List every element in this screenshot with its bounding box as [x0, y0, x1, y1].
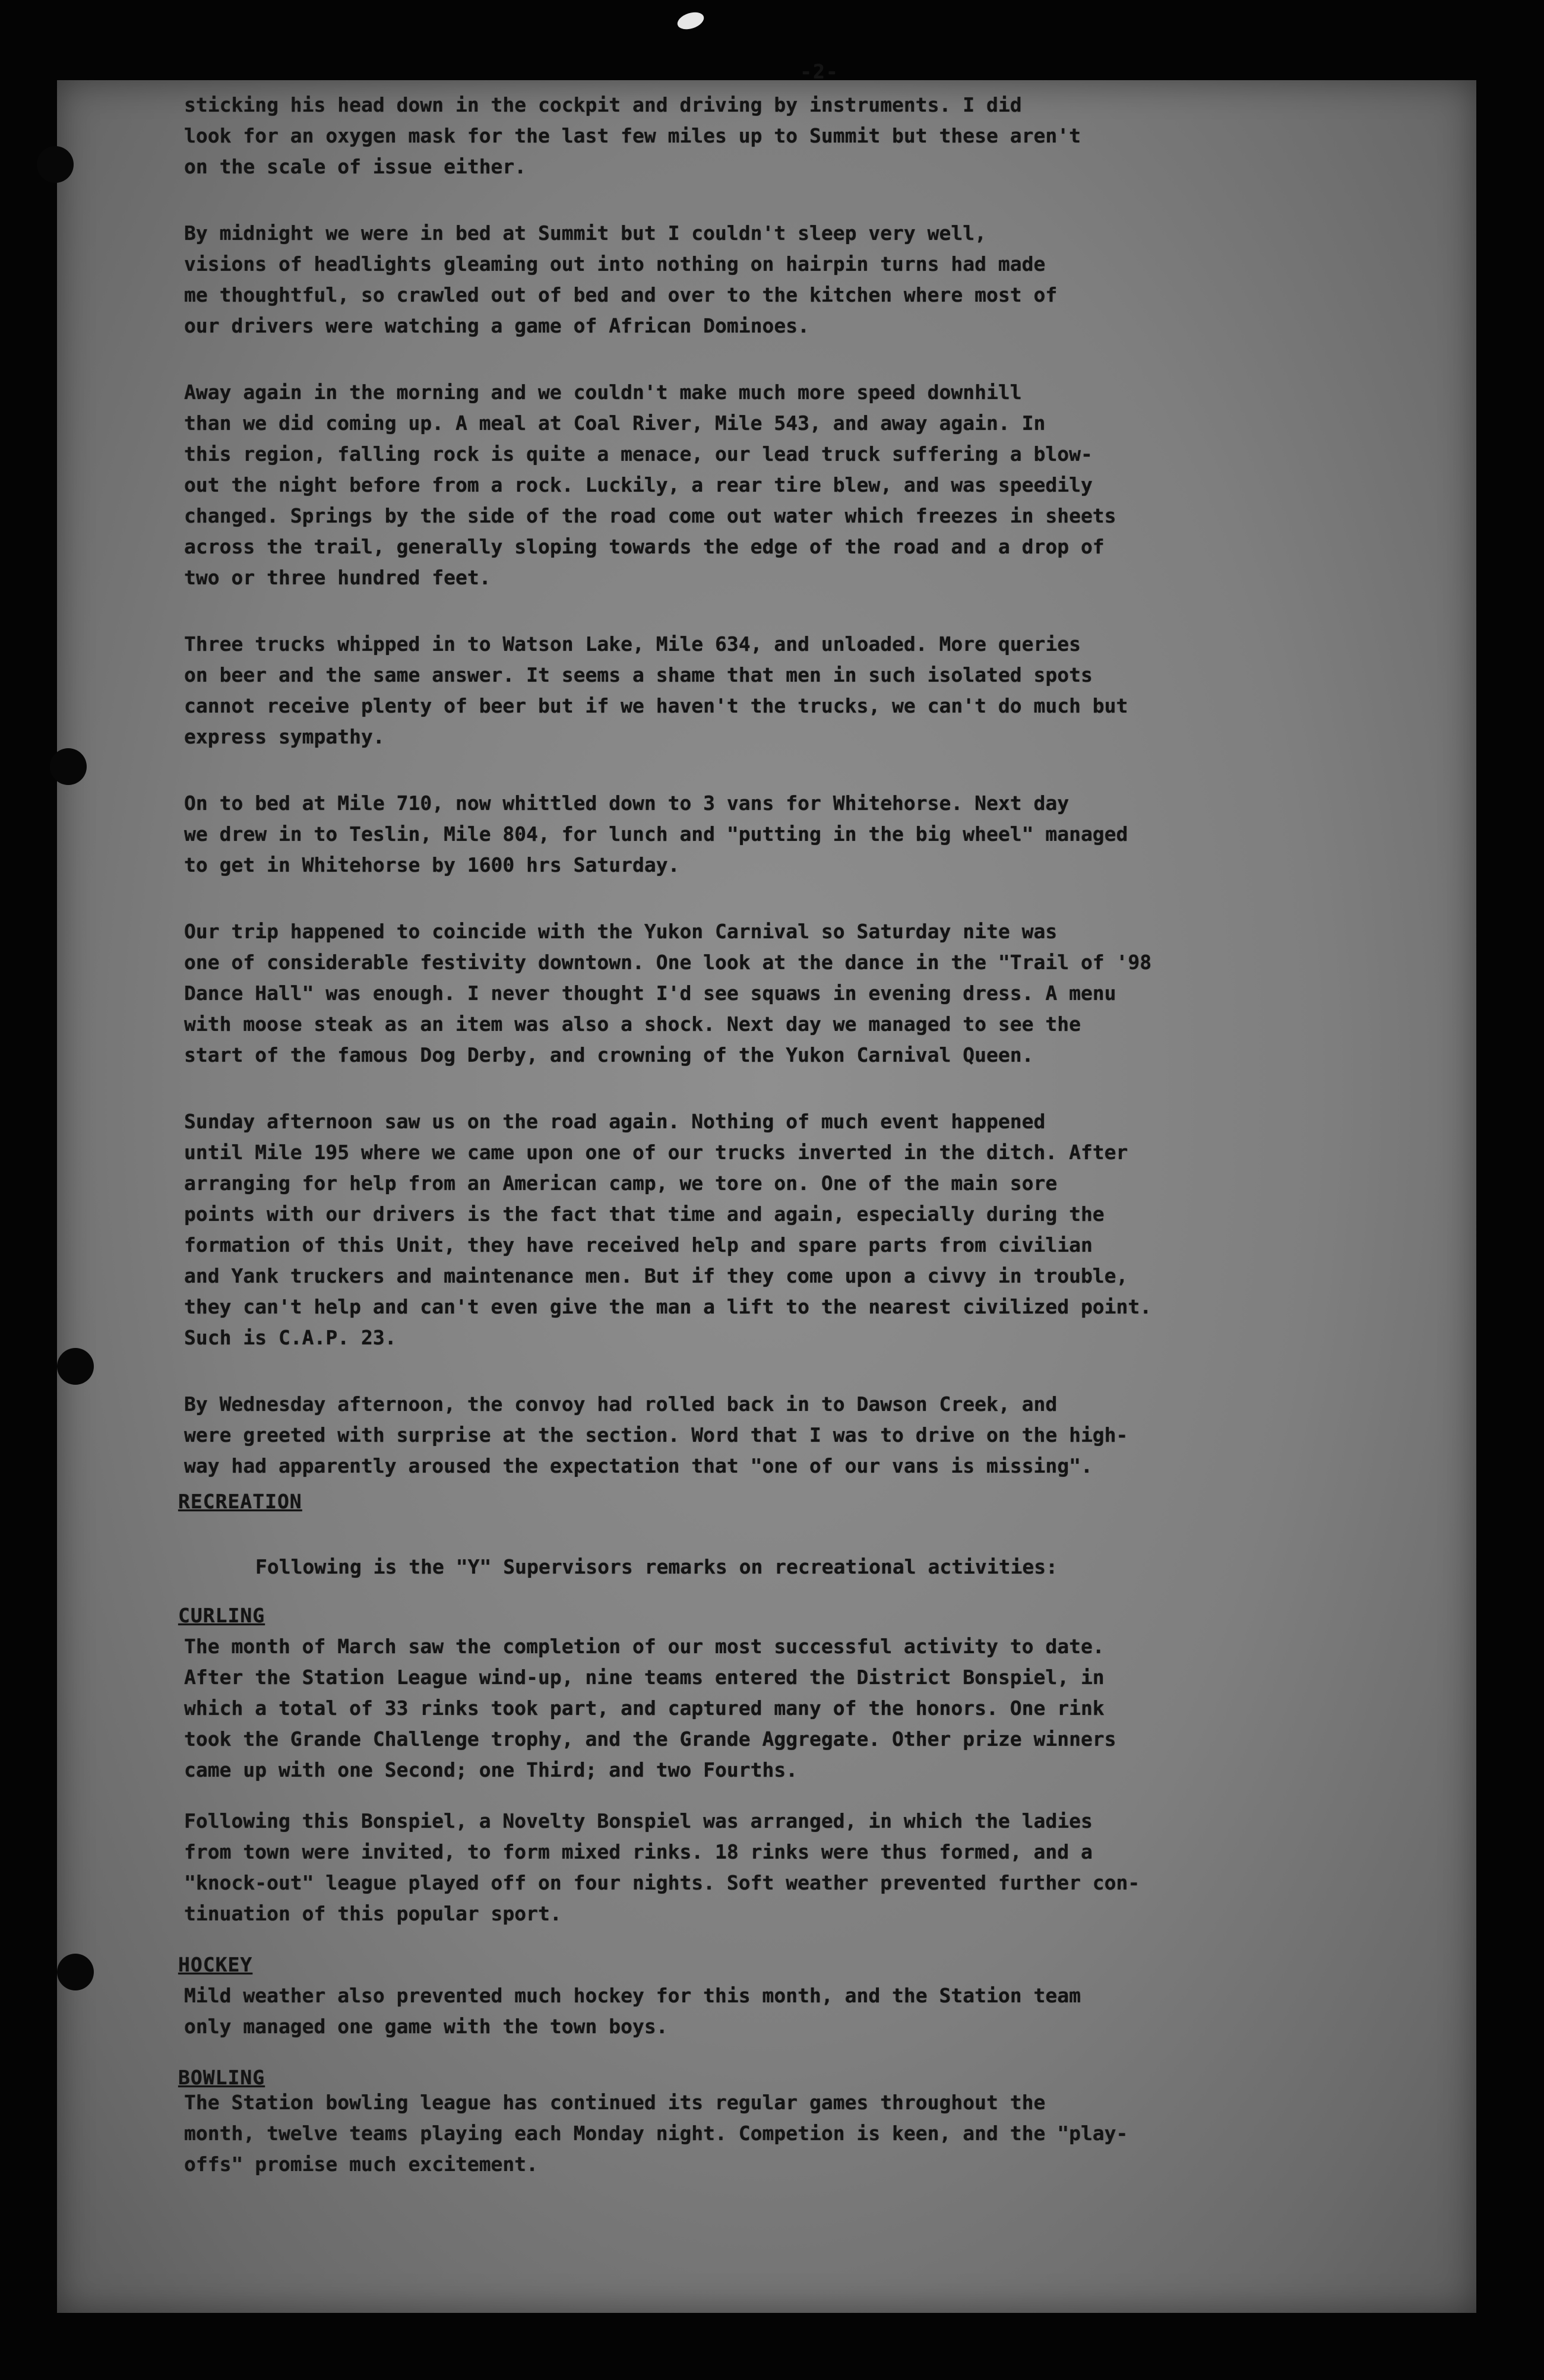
punch-hole	[37, 146, 74, 183]
recreation-section	[178, 1486, 1455, 1583]
paragraph: Following this Bonspiel, a Novelty Bonspiel was arranged, in which the ladies from town were invited, to form mixed rinks. 18 rinks were thus formed, and a "knock-out" league played off on four nights. Soft weather prevented further con- tinuation of this popular sport.	[184, 1809, 1140, 1925]
punch-hole	[57, 1348, 94, 1385]
paragraph: sticking his head down in the cockpit and driving by instruments. I did look for an oxygen mask for the last few miles up to Summit but these aren't on the scale of issue either.	[184, 93, 1081, 178]
recreation-intro: Following is the "Y" Supervisors remarks on recreational activities:	[255, 1555, 1058, 1578]
paragraph: Our trip happened to coincide with the Yukon Carnival so Saturday nite was one of considerable festivity downtown. One look at the dance in the "Trail of '98 Dance Hall" was enough. I never thought I'd see squaws in evening dress. A menu with moose steak as an item was also a shock. Next day we managed to see the start of the famous Dog Derby, and crowning of the Yukon Carnival Queen.	[184, 920, 1152, 1066]
section-heading-curling: CURLING	[178, 1604, 265, 1627]
hockey-section	[178, 1949, 1455, 2042]
paragraph: Three trucks whipped in to Watson Lake, Mile 634, and unloaded. More queries on beer and the same answer. It seems a shame that men in such isolated spots cannot receive plenty of beer but if we haven't the trucks, we can't do much but express sympathy.	[184, 632, 1128, 748]
paragraph: Sunday afternoon saw us on the road again. Nothing of much event happened until Mile 195 where we came upon one of our trucks inverted in the ditch. After arranging for help from an American camp, we tore on. One of the main sore points with our drivers is the fact that time and again, especially during the formation of this Unit, they have received help and spare parts from civilian and Yank truckers and maintenance men. But if they come upon a civvy in trouble, they can't help and can't even give the man a lift to the nearest civilized point. Such is C.A.P. 23.	[184, 1110, 1152, 1349]
paragraph: By midnight we were in bed at Summit but I couldn't sleep very well, visions of headlights gleaming out into nothing on hairpin turns had made me thoughtful, so crawled out of bed and over to the kitchen where most of our drivers were watching a game of African Dominoes.	[184, 221, 1058, 337]
section-heading-recreation: RECREATION	[178, 1490, 302, 1513]
paragraph: By Wednesday afternoon, the convoy had rolled back in to Dawson Creek, and were greeted with surprise at the section. Word that I was to drive on the high- way had apparently aroused the expectation that "one of our vans is missing".	[184, 1392, 1128, 1477]
curling-section	[178, 1600, 1455, 1929]
paragraph: The month of March saw the completion of our most successful activity to date. After the Station League wind-up, nine teams entered the District Bonspiel, in which a total of 33 rinks took part, and captured many of the honors. One rink took the Grande Challenge trophy, and the Grande Aggregate. Other prize winners came up with one Second; one Third; and two Fourths.	[184, 1635, 1116, 1781]
page-number: -2-	[800, 60, 839, 83]
paragraph: On to bed at Mile 710, now whittled down to 3 vans for Whitehorse. Next day we drew in to Teslin, Mile 804, for lunch and "putting in the big wheel" managed to get in Whitehorse by 1600 hrs Saturday.	[184, 792, 1128, 876]
paragraph: Mild weather also prevented much hockey for this month, and the Station team only managed one game with the town boys.	[184, 1984, 1081, 2038]
paragraph: The Station bowling league has continued its regular games throughout the month, twelve teams playing each Monday night. Competion is keen, and the "play- offs" promise much excitement.	[184, 2091, 1128, 2176]
punch-hole	[57, 1954, 94, 1990]
document-body	[178, 56, 1455, 2200]
film-mark	[675, 10, 706, 33]
bowling-section	[178, 2062, 1455, 2180]
section-heading-hockey: HOCKEY	[178, 1953, 253, 1976]
section-heading-bowling: BOWLING	[178, 2066, 265, 2089]
punch-hole	[50, 748, 87, 785]
paragraph: Away again in the morning and we couldn't make much more speed downhill than we did coming up. A meal at Coal River, Mile 543, and away again. In this region, falling rock is quite a menace, our lead truck suffering a blow- out the night before from a rock. Luckily, a rear tire blew, and was speedily changed. Springs by the side of the road come out water which freezes in sheets across the trail, generally sloping towards the edge of the road and a drop of two or three hundred feet.	[184, 381, 1116, 589]
